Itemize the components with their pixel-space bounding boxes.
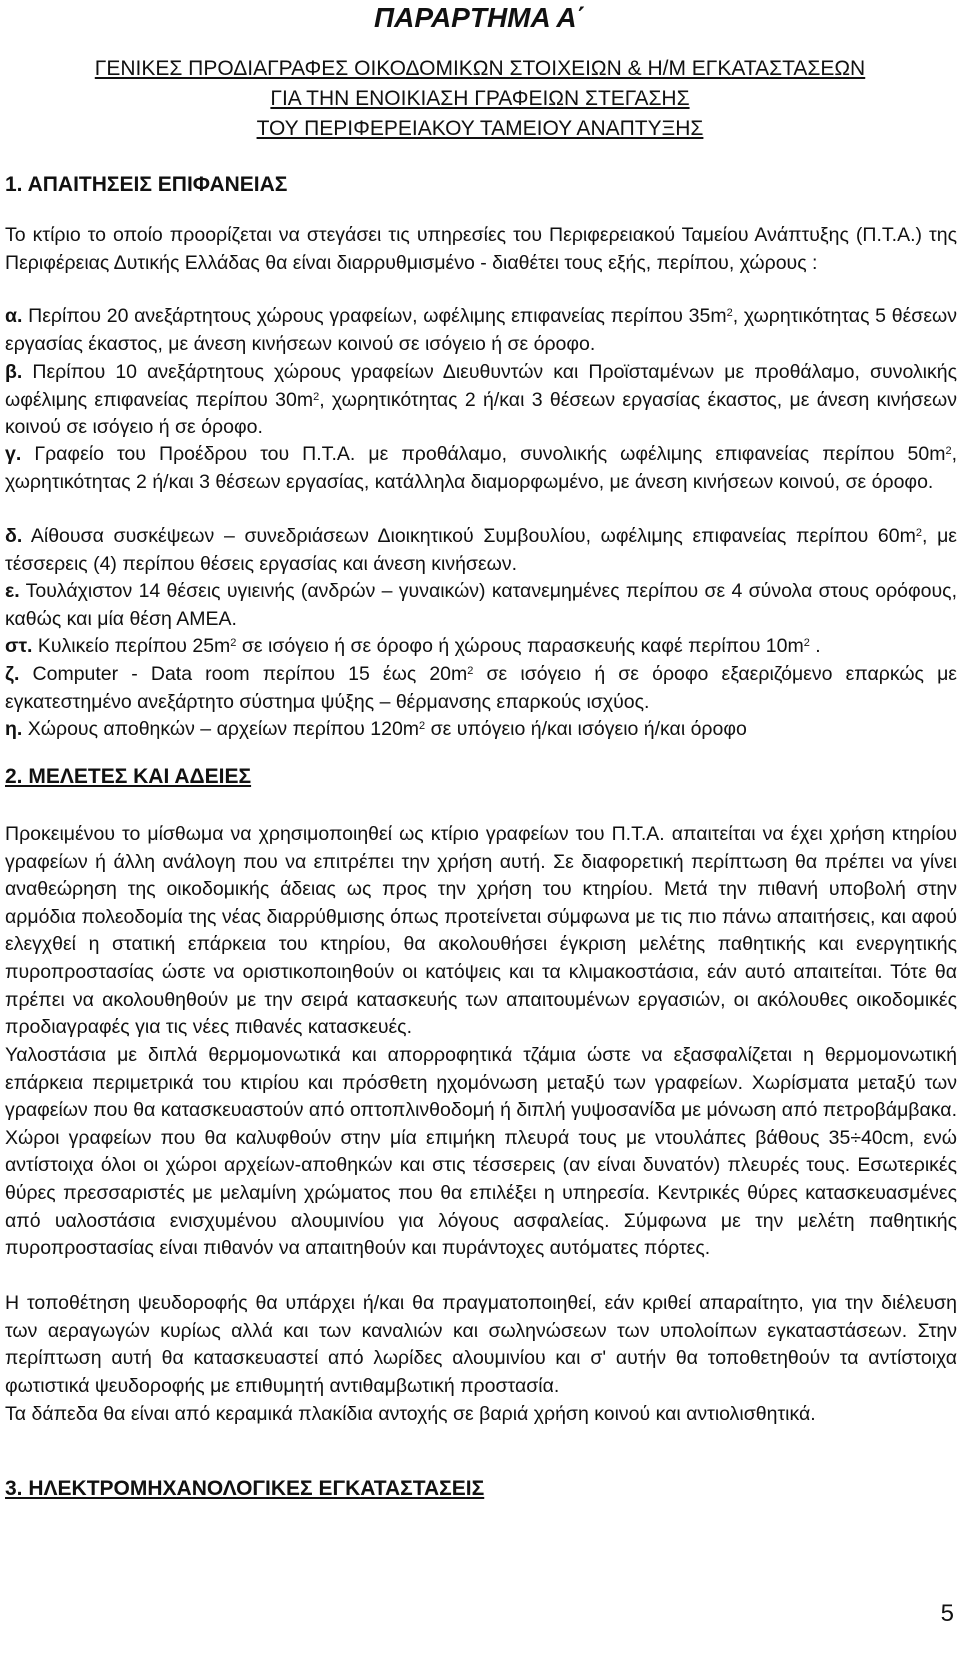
item-a (5, 303, 957, 358)
subheading-line-1: ΓΕΝΙΚΕΣ ΠΡΟΔΙΑΓΡΑΦΕΣ ΟΙΚΟΔΟΜΙΚΩΝ ΣΤΟΙΧΕΙΩΝ & Η/Μ ΕΓΚΑΤΑΣΤΑΣΕΩΝ (94, 57, 866, 80)
item-text: Χώρους αποθηκών – αρχείων περίπου $120m^2$ σε υπόγειο ή/και ισόγειο ή/και όροφο (27, 718, 747, 740)
section-2-title: 2. ΜΕΛΕΤΕΣ ΚΑΙ ΑΔΕΙΕΣ (5, 765, 252, 788)
item-text: Τουλάχιστον 14 θέσεις υγιεινής (ανδρών – γυναικών) κατανεμημένες περίπου σε 4 σύνολα στους ορόφους, καθώς και μία θέση ΑΜΕΑ. (5, 580, 957, 630)
item-text: Περίπου 10 ανεξάρτητους χώρους γραφείων Διευθυντών και Προϊσταμένων με προθάλαμο, συνολικής ωφέλιμης επιφανείας περίπου $30m^2$, χωρητικότητας 2 ή/και 3 θέσεων εργασίας έκαστος, με άνεση κινήσεων κοινού σε ισόγειο ή σε όροφο. (5, 361, 957, 439)
section-1-title: 1. ΑΠΑΙΤΗΣΕΙΣ ΕΠΙΦΑΝΕΙΑΣ (5, 173, 288, 196)
item-label: δ. (5, 525, 23, 547)
section-2-paragraph-4: Τα δάπεδα θα είναι από κεραμικά πλακίδια αντοχής σε βαριά χρήση κοινού και αντιολισθητικά. (5, 1403, 816, 1425)
item-z (5, 661, 957, 716)
superscript: 2 (915, 527, 922, 539)
item-d (5, 523, 957, 578)
superscript: 2 (803, 637, 810, 649)
item-label: στ. (5, 635, 33, 657)
item-st (5, 633, 957, 661)
section-1-intro: Το κτίριο το οποίο προορίζεται να στεγάσει τις υπηρεσίες του Περιφερειακού Ταμείου Ανάπτυξης (Π.Τ.Α.) της Περιφέρειας Δυτικής Ελλάδας θα είναι διαρρυθμισμένο - διαθέτει τους εξής, περίπου, χώρους : (5, 224, 957, 274)
item-label: β. (5, 361, 23, 383)
item-e (5, 578, 957, 633)
item-label: η. (5, 718, 23, 740)
superscript: 2 (313, 390, 320, 403)
item-text: Computer - Data room περίπου 15 έως $20m^2$ σε ισόγειο ή σε όροφο εξαεριζόμενο επαρκώς με εγκατεστημένο ανεξάρτητο σύστημα ψύξης – θέρμανσης επαρκούς ισχύος. (5, 663, 957, 713)
document-heading: ΠΑΡΑΡΤΗΜΑ Α΄ (374, 2, 586, 33)
section-2-paragraph-1: Προκειμένου το μίσθωμα να χρησιμοποιηθεί ως κτίριο γραφείων του Π.Τ.Α. απαιτείται να έχει χρήση κτηρίου γραφείων ή άλλη ανάλογη που να επιτρέπει την χρήση αυτή. Σε διαφορετική περίπτωση θα πρέπει να γίνει αναθεώρηση της οικοδομικής άδειας ως προς την χρήση του κτηρίου. Μετά την πιθανή υποβολή στην αρμόδια πολεοδομία της νέας διαρρύθμισης όπως προτείνεται σύμφωνα με τις πιο πάνω απαιτήσεις, και αφού ελεγχθεί η στατική επάρκεια του κτηρίου, θα ακολουθήσει έγκριση μελέτης παθητικής και ενεργητικής πυροπροστασίας ώστε να οριστικοποιηθούν οι κατόψεις και τα κλιμακοστάσια, εάν αυτό απαιτείται. Τότε θα πρέπει να ακολουθηθούν με την σειρά κατασκευής των απαιτουμένων εργασιών, οι ακόλουθες οικοδομικές προδιαγραφές για τις νέες πιθανές κατασκευές. (5, 823, 957, 1039)
subheading-line-3: ΤΟΥ ΠΕΡΙΦΕΡΕΙΑΚΟΥ ΤΑΜΕΙΟΥ ΑΝΑΠΤΥΞΗΣ (256, 117, 704, 140)
item-label: α. (5, 305, 23, 327)
item-text: Αίθουσα συσκέψεων – συνεδριάσεων Διοικητικού Συμβουλίου, ωφέλιμης επιφανείας περίπου $60m^2$, με τέσσερεις (4) περίπου θέσεις εργασίας και άνεση κινήσεων. (5, 525, 958, 575)
item-label: ζ. (5, 663, 20, 685)
page-number: 5 (940, 1600, 954, 1627)
item-text: Περίπου 20 ανεξάρτητους χώρους γραφείων, ωφέλιμης επιφανείας περίπου $35m^2$, χωρητικότητας 5 θέσεων εργασίας έκαστος, με άνεση κινήσεων κοινού σε ισόγειο ή σε όροφο. (5, 305, 957, 355)
item-label: ε. (5, 580, 20, 602)
superscript: 2 (726, 307, 733, 319)
superscript: 2 (945, 445, 952, 457)
superscript: 2 (419, 720, 426, 732)
section-2-paragraph-3: Η τοποθέτηση ψευδοροφής θα υπάρχει ή/και θα πραγματοποιηθεί, εάν κριθεί απαραίτητο, για την διέλευση των αεραγωγών κυρίως αλλά και των καναλιών και σωληνώσεων των υπολοίπων εγκαταστάσεων. Στην περίπτωση αυτή θα κατασκευαστεί από λωρίδες αλουμινίου και σ' αυτήν θα τοποθετηθούν τα αντίστοιχα φωτιστικά ψευδοροφής με επιθυμητή αντιθαμβωτική προστασία. (5, 1292, 957, 1397)
section-3-title: 3. ΗΛΕΚΤΡΟΜΗΧΑΝΟΛΟΓΙΚΕΣ ΕΓΚΑΤΑΣΤΑΣΕΙΣ (5, 1477, 485, 1500)
item-text: Κυλικείο περίπου $25m^2$ σε ισόγειο ή σε όροφο ή χώρους παρασκευής καφέ περίπου $10m^2$ . (37, 635, 821, 657)
item-text: Γραφείο του Προέδρου του Π.Τ.Α. με προθάλαμο, συνολικής ωφέλιμης επιφανείας περίπου $50m^2$, χωρητικότητας 2 ή/και 3 θέσεων εργασίας, κατάλληλα διαμορφωμένο, με άνεση κινήσεων κοινού, σε όροφο. (5, 443, 957, 493)
item-b (5, 359, 957, 442)
superscript: 2 (467, 665, 474, 677)
item-label: γ. (5, 443, 22, 465)
section-2-paragraph-2: Υαλοστάσια με διπλά θερμομονωτικά και απορροφητικά τζάμια ώστε να εξασφαλίζεται η θερμομονωτική επάρκεια περιμετρικά του κτιρίου και πρόσθετη ηχομόνωση μεταξύ των γραφείων. Χωρίσματα μεταξύ των γραφείων που θα κατασκευαστούν από οπτοπλινθοδομή ή διπλή γυψοσανίδα με μόνωση από πετροβάμβακα. Χώροι γραφείων που θα καλυφθούν στην μία επιμήκη πλευρά τους με ντουλάπες βάθους 35÷40cm, ενώ αντίστοιχα όλοι οι χώροι αρχείων-αποθηκών και στις τέσσερεις (αν είναι δυνατόν) πλευρές τους. Εσωτερικές θύρες πρεσσαριστές με μελαμίνη χρώματος που θα επιλέξει η υπηρεσία. Κεντρικές θύρες κατασκευασμένες από υαλοστάσια ενισχυμένου αλουμινίου για λόγους ασφαλείας. Σύμφωνα με την μελέτη παθητικής πυροπροστασίας είναι πιθανόν να απαιτηθούν και πυράντοχες αυτόματες πόρτες. (5, 1044, 957, 1260)
superscript: 2 (230, 637, 237, 649)
item-c (5, 441, 957, 496)
subheading-line-2: ΓΙΑ ΤΗΝ ΕΝΟΙΚΙΑΣΗ ΓΡΑΦΕΙΩΝ ΣΤΕΓΑΣΗΣ (270, 87, 690, 110)
item-h (5, 716, 957, 744)
